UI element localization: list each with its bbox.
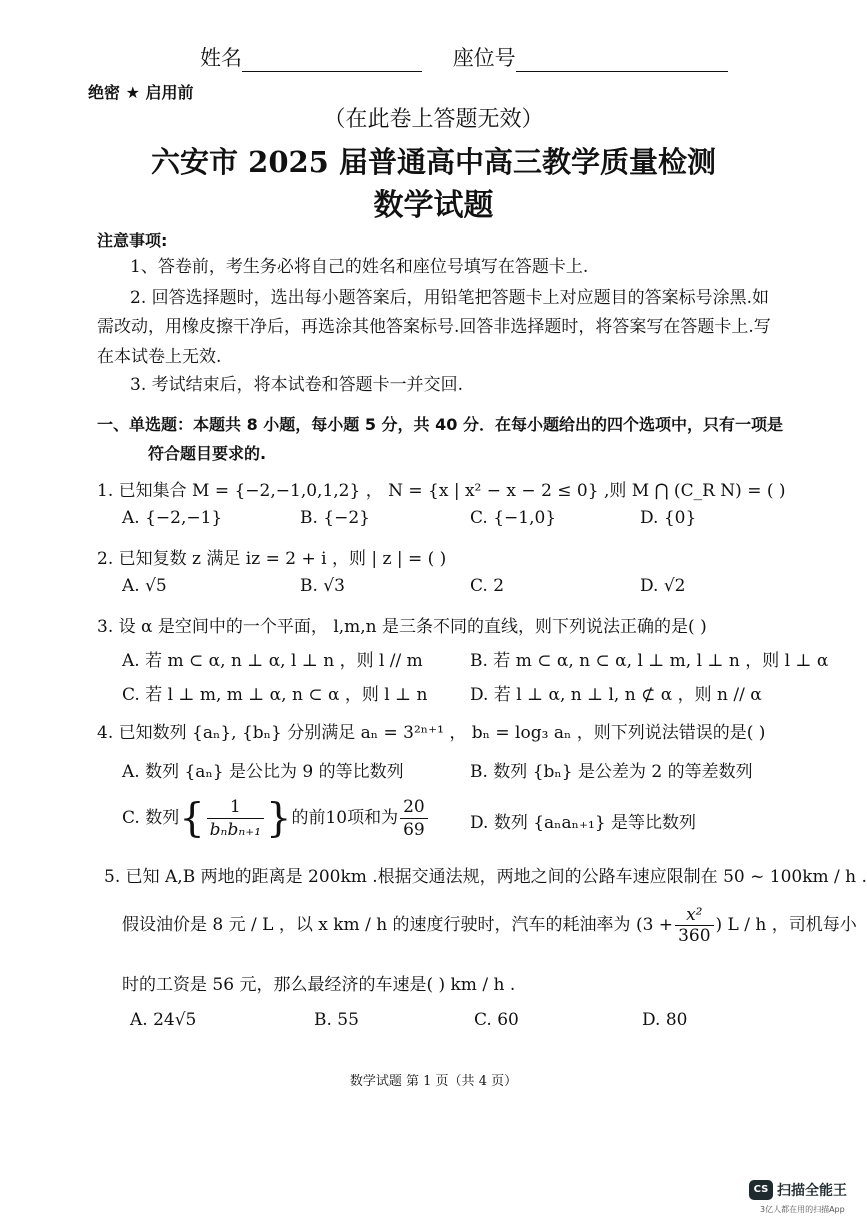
question-5-line-2-post: ) L / h ，司机每小	[715, 915, 857, 935]
question-5-option-b: B. 55	[314, 1010, 359, 1030]
question-2-stem: 2. 已知复数 z 满足 iz = 2 + i ，则 | z | = ( )	[97, 549, 447, 569]
name-label: 姓名	[200, 46, 242, 70]
exam-title: 六安市 2025 届普通高中高三教学质量检测	[151, 145, 716, 179]
question-5-line-2-pre: 假设油价是 8 元 / L ，以 x km / h 的速度行驶时，汽车的耗油率为 (3 +	[122, 915, 674, 935]
name-blank	[242, 49, 422, 72]
question-5-option-d: D. 80	[642, 1010, 688, 1030]
question-4-option-b: B. 数列 {bₙ} 是公差为 2 的等差数列	[470, 762, 753, 782]
question-1-option-c: C. {−1,0}	[470, 508, 557, 528]
notice-item-2-line-1: 2. 回答选择题时，选出每小题答案后，用铅笔把答题卡上对应题目的答案标号涂黑.如	[130, 288, 770, 308]
question-2-option-a: A. √5	[122, 576, 167, 596]
question-4-stem: 4. 已知数列 {aₙ}, {bₙ} 分别满足 aₙ = 3²ⁿ⁺¹ ， bₙ = log₃ aₙ ，则下列说法错误的是( )	[97, 723, 766, 743]
left-brace: {	[179, 795, 205, 842]
question-4-option-c	[122, 790, 430, 846]
page-footer: 数学试题 第 1 页（共 4 页）	[349, 1074, 518, 1089]
question-4-option-a: A. 数列 {aₙ} 是公比为 9 的等比数列	[122, 762, 404, 782]
question-4-option-c-value	[400, 796, 428, 841]
right-brace: }	[266, 795, 292, 842]
fuel-rate-numerator: x²	[675, 905, 713, 926]
question-3-option-d: D. 若 l ⊥ α, n ⊥ l, n ⊄ α ，则 n // α	[470, 685, 762, 705]
notice-item-1: 1、答卷前，考生务必将自己的姓名和座位号填写在答题卡上.	[130, 257, 589, 277]
notice-item-2-line-2: 需改动，用橡皮擦干净后，再选涂其他答案标号.回答非选择题时，将答案写在答题卡上.写	[97, 317, 771, 337]
value-denominator: 69	[403, 820, 425, 840]
question-3-option-c: C. 若 l ⊥ m, m ⊥ α, n ⊂ α ，则 l ⊥ n	[122, 685, 428, 705]
notice-heading: 注意事项:	[97, 231, 168, 250]
value-numerator: 20	[400, 796, 428, 819]
question-5-line-3: 时的工资是 56 元，那么最经济的车速是( ) km / h .	[122, 975, 516, 995]
secret-label: 绝密 ★ 启用前	[88, 83, 194, 102]
question-2-option-d: D. √2	[640, 576, 686, 596]
question-5-option-c: C. 60	[474, 1010, 519, 1030]
question-2-option-b: B. √3	[300, 576, 345, 596]
scanner-tagline: 3亿人都在用的扫描App	[760, 1205, 845, 1214]
section-1-heading: 一、单选题：本题共 8 小题，每小题 5 分，共 40 分．在每小题给出的四个选项中，只有一项是	[97, 415, 783, 434]
question-3-stem: 3. 设 α 是空间中的一个平面， l,m,n 是三条不同的直线，则下列说法正确的是( )	[97, 617, 707, 637]
fuel-rate-denominator: 360	[678, 926, 711, 946]
question-5-line-2	[122, 902, 857, 948]
section-1-heading-line-2: 符合题目要求的.	[148, 444, 267, 463]
exam-subtitle: 数学试题	[373, 188, 494, 223]
question-1-stem: 1. 已知集合 M = {−2,−1,0,1,2} ， N = {x | x² − x − 2 ≤ 0} ,则 M ⋂ (C_R N) = ( )	[97, 481, 786, 501]
fraction-denominator: bₙbₙ₊₁	[209, 820, 262, 840]
question-4-option-c-prefix: C. 数列	[122, 808, 180, 828]
notice-item-2-line-3: 在本试卷上无效.	[97, 347, 222, 367]
seat-label: 座位号	[452, 46, 516, 70]
scanner-logo-icon: CS	[749, 1180, 773, 1200]
question-1-option-d: D. {0}	[640, 508, 697, 528]
fraction-numerator: 1	[207, 796, 264, 819]
invalid-note: （在此卷上答题无效）	[323, 107, 544, 132]
question-3-option-b: B. 若 m ⊂ α, n ⊂ α, l ⊥ m, l ⊥ n ，则 l ⊥ α	[470, 651, 829, 671]
question-5-option-a: A. 24√5	[130, 1010, 197, 1030]
question-5-line-1: 5. 已知 A,B 两地的距离是 200km .根据交通法规，两地之间的公路车速应限制在 50 ~ 100km / h .	[104, 867, 867, 887]
question-3-option-a: A. 若 m ⊂ α, n ⊥ α, l ⊥ n ，则 l // m	[122, 651, 423, 671]
notice-item-3: 3. 考试结束后，将本试卷和答题卡一并交回.	[130, 375, 464, 395]
scanner-brand: 扫描全能王	[777, 1183, 847, 1199]
question-2-option-c: C. 2	[470, 576, 505, 596]
question-1-option-a: A. {−2,−1}	[122, 508, 223, 528]
question-1-option-b: B. {−2}	[300, 508, 370, 528]
question-4-option-c-fraction	[207, 796, 264, 841]
fuel-rate-fraction	[675, 905, 713, 946]
question-4-option-d: D. 数列 {aₙaₙ₊₁} 是等比数列	[470, 813, 697, 833]
question-4-option-c-suffix: 的前10项和为	[291, 808, 399, 828]
seat-blank	[516, 49, 728, 72]
